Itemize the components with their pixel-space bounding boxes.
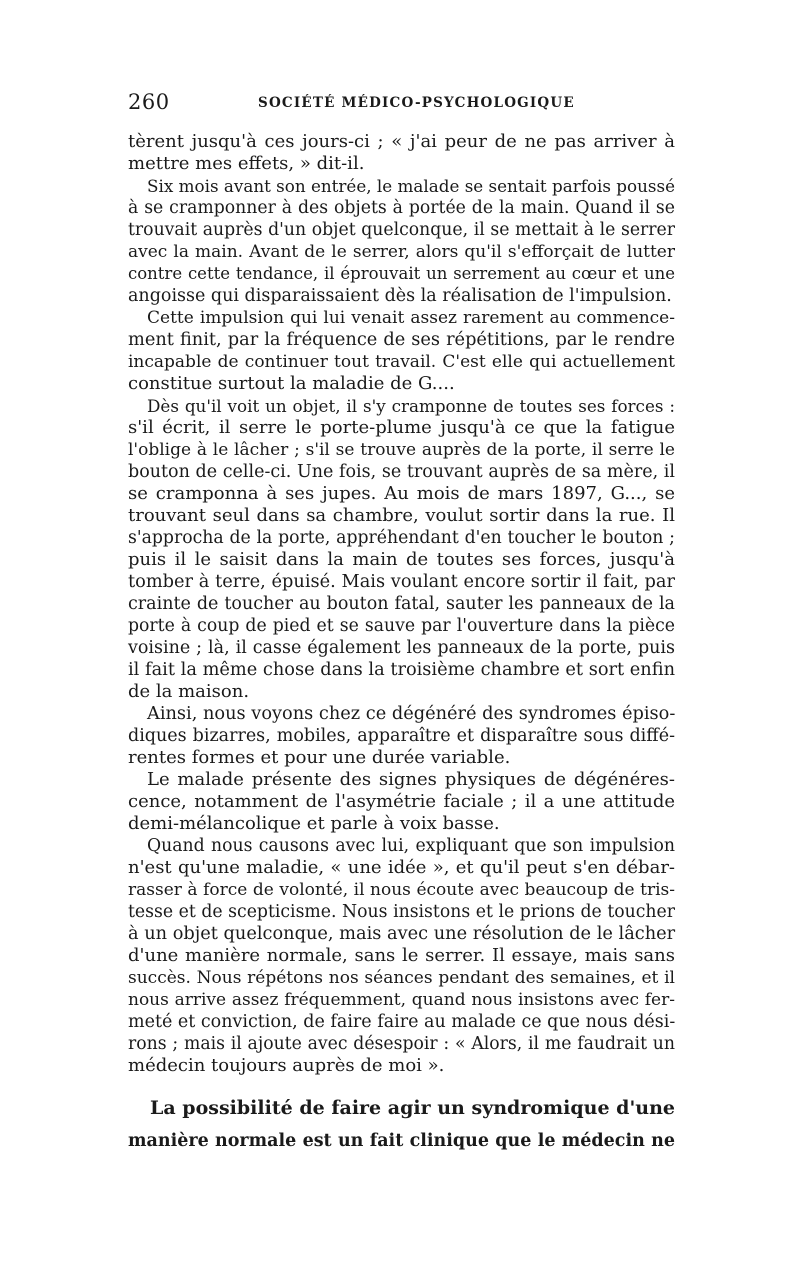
paragraph-start-line: Dès qu'il voit un objet, il s'y cramponne de toutes ses forces :: [147, 396, 675, 416]
text-line: diques bizarres, mobiles, apparaître et disparaître sous diffé-: [128, 726, 675, 746]
text-line: incapable de continuer tout travail. C'est elle qui actuellement: [128, 352, 675, 372]
text-line: de la maison.: [128, 681, 250, 702]
text-line: avec la main. Avant de le serrer, alors qu'il s'efforçait de lutter: [128, 242, 675, 262]
text-line: n'est qu'une maladie, « une idée », et qu'il peut s'en débar-: [128, 857, 675, 878]
text-line: l'oblige à le lâcher ; s'il se trouve auprès de la porte, il serre le: [128, 440, 675, 460]
text-line: bouton de celle-ci. Une fois, se trouvant auprès de sa mère, il: [128, 462, 675, 482]
text-line: se cramponna à ses jupes. Au mois de mars 1897, G..., se: [128, 483, 675, 504]
text-line: à se cramponner à des objets à portée de la main. Quand il se: [128, 198, 675, 218]
text-line: trouvant seul dans sa chambre, voulut sortir dans la rue. Il: [128, 505, 675, 526]
text-line: trouvait auprès d'un objet quelconque, il se mettait à le serrer: [128, 220, 675, 240]
text-line: crainte de toucher au bouton fatal, sauter les panneaux de la: [128, 594, 675, 614]
text-line: rons ; mais il ajoute avec désespoir : « Alors, il me faudrait un: [128, 1034, 675, 1054]
closing-line: La possibilité de faire agir un syndromique d'une: [150, 1097, 675, 1119]
text-line: cence, notamment de l'asymétrie faciale ; il a une attitude: [128, 791, 675, 812]
text-line: angoisse qui disparaissaient dès la réalisation de l'impulsion.: [128, 286, 672, 306]
running-head: [128, 90, 680, 118]
closing-paragraph: [128, 1092, 675, 1158]
closing-line: manière normale est un fait clinique que le médecin ne: [128, 1131, 675, 1151]
text-line: médecin toujours auprès de moi ».: [128, 1055, 445, 1076]
text-line: nous arrive assez fréquemment, quand nous insistons avec fer-: [128, 990, 675, 1010]
journal-title: SOCIÉTÉ MÉDICO-PSYCHOLOGIQUE: [258, 95, 575, 111]
paragraph-start-line: Cette impulsion qui lui venait assez rarement au commence-: [147, 308, 675, 328]
text-line: à un objet quelconque, mais avec une résolution de le lâcher: [128, 924, 676, 944]
text-line: il fait la même chose dans la troisième chambre et sort enfin: [128, 660, 675, 680]
paragraph-start-line: Quand nous causons avec lui, expliquant que son impulsion: [147, 836, 675, 856]
text-line: s'il écrit, il serre le porte-plume jusqu'à ce que la fatigue: [128, 417, 675, 438]
body-text: [128, 131, 675, 1077]
text-line: s'approcha de la porte, appréhendant d'en toucher le bouton ;: [128, 528, 675, 548]
text-line: puis il le saisit dans la main de toutes ses forces, jusqu'à: [128, 549, 675, 570]
text-line: rasser à force de volonté, il nous écoute avec beaucoup de tris-: [128, 880, 675, 900]
text-line: contre cette tendance, il éprouvait un serrement au cœur et une: [128, 264, 675, 283]
text-line: constitue surtout la maladie de G....: [128, 373, 455, 394]
text-line: succès. Nous répétons nos séances pendant des semaines, et il: [128, 968, 675, 988]
text-line: voisine ; là, il casse également les panneaux de la porte, puis: [128, 638, 675, 658]
text-line: tomber à terre, épuisé. Mais voulant encore sortir il fait, par: [128, 572, 675, 592]
text-line: d'une manière normale, sans le serrer. Il essaye, mais sans: [128, 945, 675, 966]
text-line: tèrent jusqu'à ces jours-ci ; « j'ai peur de ne pas arriver à: [128, 131, 675, 152]
text-line: ment finit, par la fréquence de ses répétitions, par le rendre: [128, 330, 675, 350]
paragraph-start-line: Le malade présente des signes physiques de dégénéres-: [147, 769, 675, 790]
page-number: 260: [128, 90, 170, 114]
text-line: tesse et de scepticisme. Nous insistons et le prions de toucher: [128, 902, 675, 922]
text-line: porte à coup de pied et se sauve par l'ouverture dans la pièce: [128, 616, 675, 636]
paragraph-start-line: Six mois avant son entrée, le malade se sentait parfois poussé: [147, 176, 675, 196]
text-line: meté et conviction, de faire faire au malade ce que nous dési-: [128, 1012, 676, 1032]
text-line: demi-mélancolique et parle à voix basse.: [128, 813, 500, 834]
text-line: rentes formes et pour une durée variable.: [128, 747, 511, 768]
paragraph-start-line: Ainsi, nous voyons chez ce dégénéré des syndromes épiso-: [147, 704, 676, 724]
text-line: mettre mes effets, » dit-il.: [128, 153, 365, 174]
